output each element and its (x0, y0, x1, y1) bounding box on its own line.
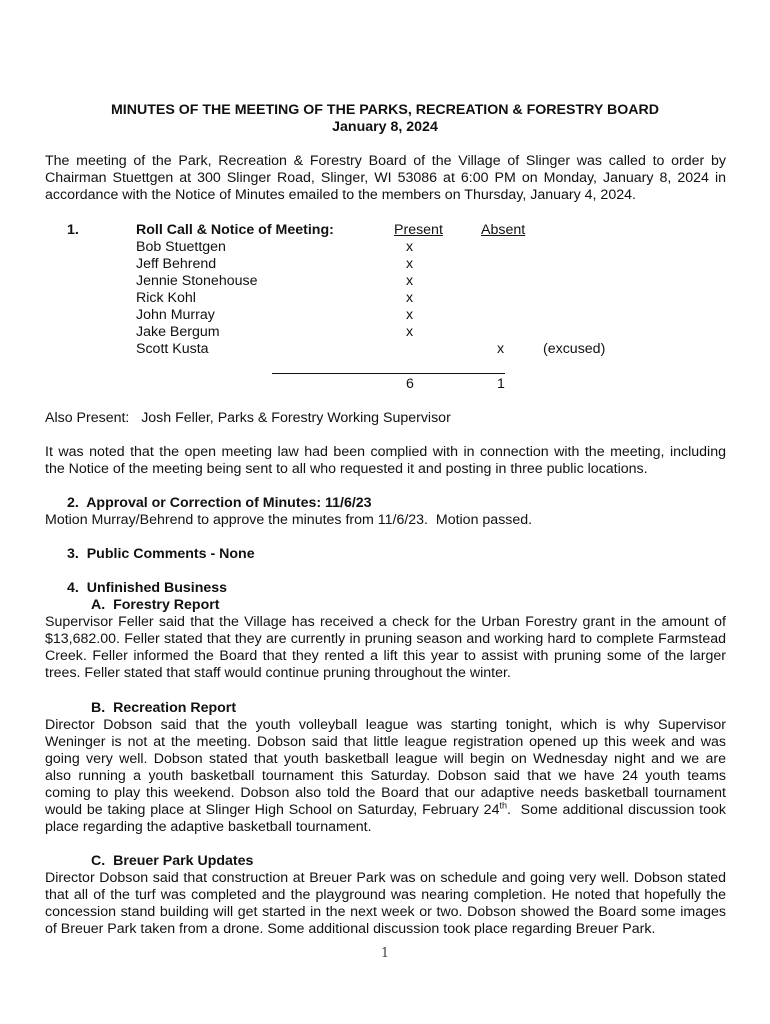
intro-line: accordance with the Notice of Minutes emailed to the members on Thursday, January 4, 2024. (45, 187, 636, 203)
member-name: Jennie Stonehouse (136, 273, 258, 289)
recreation-line-text: . Some additional discussion took (506, 802, 727, 818)
member-name: Bob Stuettgen (136, 239, 226, 255)
absent-total: 1 (497, 376, 505, 392)
recreation-line: Director Dobson said that the youth volleyball league was starting tonight, which is why Supervisor (45, 717, 726, 733)
breuer-park-paragraph (45, 870, 726, 938)
open-meeting-paragraph (45, 444, 726, 478)
page-number: 1 (380, 946, 390, 961)
recreation-report-heading: B. Recreation Report (91, 700, 237, 716)
rollcall-heading: Roll Call & Notice of Meeting: (136, 222, 334, 238)
breuer-park-heading: C. Breuer Park Updates (91, 853, 254, 869)
member-name: Jeff Behrend (136, 256, 217, 272)
item4-heading: 4. Unfinished Business (67, 580, 228, 596)
intro-paragraph (45, 153, 726, 204)
present-mark: x (406, 273, 414, 289)
present-mark: x (406, 256, 414, 272)
rollcall-number: 1. (67, 222, 79, 238)
forestry-line: Creek. Feller informed the Board that they rented a lift this year to assist with pruning some of the larger (45, 648, 726, 664)
recreation-line: Weninger is not at the meeting. Dobson said that little league registration opened up this week and was (45, 734, 726, 750)
forestry-line: trees. Feller stated that staff would continue pruning throughout the winter. (45, 665, 511, 681)
breuer-line: of Breuer Park taken from a drone. Some additional discussion took place regarding Breuer Park. (45, 921, 656, 937)
document-date: January 8, 2024 (332, 119, 438, 135)
forestry-report-heading: A. Forestry Report (91, 597, 220, 613)
absent-mark: x (497, 341, 505, 357)
present-mark: x (406, 307, 414, 323)
totals-divider (272, 373, 505, 374)
open-meeting-line: It was noted that the open meeting law had been complied with in connection with the meeting, including (45, 444, 726, 460)
ordinal-suffix: th (499, 800, 507, 811)
forestry-line: Supervisor Feller said that the Village has received a check for the Urban Forestry grant in the amount of (45, 614, 726, 630)
forestry-report-paragraph (45, 614, 726, 682)
breuer-line: Director Dobson said that construction at Breuer Park was on schedule and going very well. Dobson stated (45, 870, 726, 886)
item3-heading: 3. Public Comments - None (67, 546, 255, 562)
item2-heading: 2. Approval or Correction of Minutes: 11/6/23 (67, 495, 372, 511)
present-total: 6 (406, 376, 414, 392)
absent-column-header: Absent (481, 222, 526, 238)
intro-line: The meeting of the Park, Recreation & Forestry Board of the Village of Slinger was called to order by (45, 153, 726, 169)
present-mark: x (406, 239, 414, 255)
open-meeting-line: the Notice of the meeting being sent to all who requested it and posting in three public locations. (45, 461, 648, 477)
also-present: Also Present: Josh Feller, Parks & Forestry Working Supervisor (45, 410, 451, 426)
forestry-line: $13,682.00. Feller stated that they are currently in pruning season and working hard to complete Farmstead (45, 631, 726, 647)
recreation-report-paragraph (45, 717, 726, 836)
absence-note: (excused) (543, 341, 606, 357)
recreation-line: coming to play this weekend. Dobson also told the Board that our adaptive needs basketball tournament (45, 785, 726, 801)
member-name: Scott Kusta (136, 341, 209, 357)
document-title: MINUTES OF THE MEETING OF THE PARKS, RECREATION & FORESTRY BOARD (110, 102, 660, 118)
member-name: Jake Bergum (136, 324, 220, 340)
recreation-line: place regarding the adaptive basketball tournament. (45, 819, 372, 835)
member-name: Rick Kohl (136, 290, 196, 306)
item2-text: Motion Murray/Behrend to approve the minutes from 11/6/23. Motion passed. (45, 512, 533, 528)
recreation-line-text: would be taking place at Slinger High School on Saturday, February 24 (45, 802, 500, 818)
breuer-line: that all of the turf was completed and the playground was nearing completion. He noted that hopefully the (45, 887, 726, 903)
recreation-line (45, 802, 726, 819)
present-mark: x (406, 324, 414, 340)
present-column-header: Present (394, 222, 443, 238)
recreation-line: also running a youth basketball tournament this Saturday. Dobson said that we have 24 youth teams (45, 768, 726, 784)
breuer-line: concession stand building will get started in the next week or two. Dobson showed the Board some images (45, 904, 726, 920)
recreation-line: going very well. Dobson stated that youth basketball league will begin on Wednesday night and we are (45, 751, 726, 767)
member-name: John Murray (136, 307, 215, 323)
present-mark: x (406, 290, 414, 306)
intro-line: Chairman Stuettgen at 300 Slinger Road, Slinger, WI 53086 at 6:00 PM on Monday, January 8, 2024 in (45, 170, 726, 186)
